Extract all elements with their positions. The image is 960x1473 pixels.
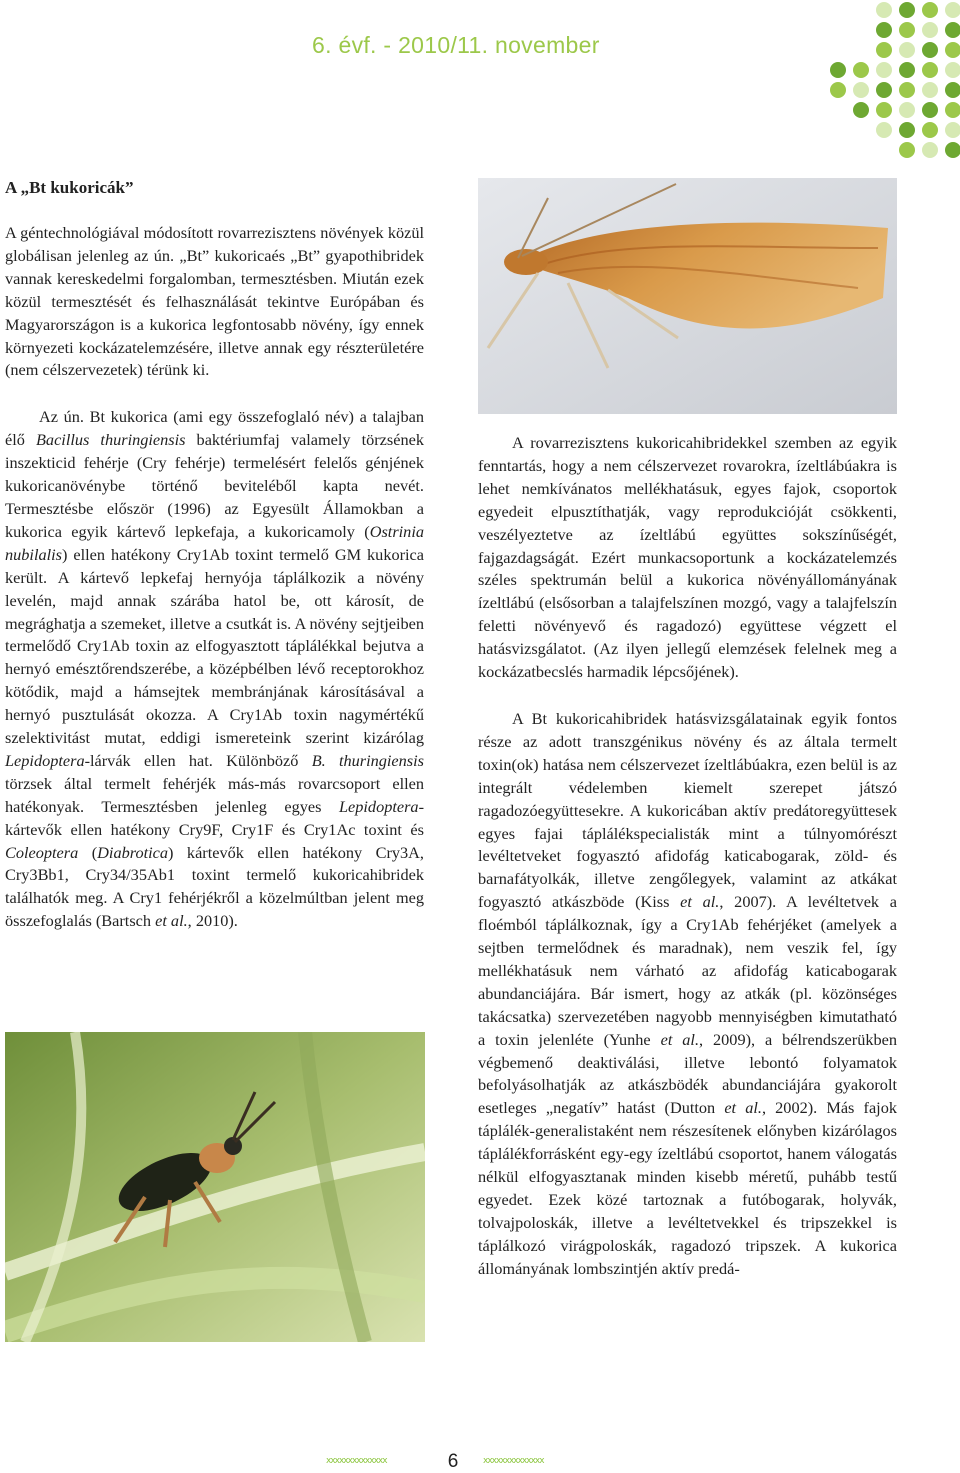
decorative-dot bbox=[876, 102, 892, 118]
decorative-dot bbox=[922, 2, 938, 18]
right-column bbox=[478, 432, 897, 1281]
decorative-dot bbox=[922, 122, 938, 138]
decorative-dot bbox=[876, 122, 892, 138]
beetle-illustration bbox=[5, 1032, 425, 1342]
header-title: 6. évf. - 2010/11. november bbox=[312, 32, 600, 58]
decorative-dot bbox=[922, 102, 938, 118]
decorative-dot bbox=[922, 142, 938, 158]
decorative-dot bbox=[876, 22, 892, 38]
decorative-dot bbox=[876, 42, 892, 58]
beetle-photo bbox=[5, 1032, 425, 1342]
decorative-dot bbox=[945, 142, 960, 158]
decorative-dot-grid bbox=[828, 0, 960, 160]
decorative-dot bbox=[922, 82, 938, 98]
left-column bbox=[5, 222, 424, 933]
left-paragraph-1: A géntechnológiával módosított rovarrezisztens növények közül globálisan jelenleg az ún. „Bt” kukoricaés „Bt” gyapothibridek vannak kereskedelmi forgalomban, termesztésben. Miután ezek közül termesztését és felhasználását tekintve Európában és Magyarországon is a kukorica legfontosabb növény, így ennek környezeti kockázatelemzésére, illetve annak egy részterületére (nem célszervezetek) térünk ki. bbox=[5, 223, 424, 380]
decorative-dot bbox=[899, 22, 915, 38]
decorative-dot bbox=[945, 102, 960, 118]
decorative-dot bbox=[899, 42, 915, 58]
right-paragraph-2: A Bt kukoricahibridek hatásvizsgálatainak egyik fontos része az adott transzgénikus növény és az általa termelt toxin(ok) hatása nem célszervezet ízeltlábúakra, ezen belül is az integrált védelemben kiemelt szerepet játszó ragadozóegyüttesekre. A kukoricában aktív predátoregyüttesek egyes fajai táplálékspecialisták mint a túlnyomórészt levéltetveket fogyasztó afidofág katicabogarak, zöld- és barnafátyolkák, illetve zengőlegyek, valamint az atkákat fogyasztó atkászböde (Kiss et al., 2007). A levéltetvek a floémból táplálkoznak, így a Cry1Ab fehérjéket (amelyek a sejtben termelődnek és maradnak), nem veszik fel, így mellékhatásuk nem várható az afidofág katicabogarak abundanciájára. Bár ismert, hogy az atkák (pl. közönséges takácsatka) szervezetében nagyobb mennyiségben kimutatható a toxin jelenléte (Yunhe et al., 2009), a bélrendszerükben végbemenő deaktiválási, illetve lebontó folyamatok befolyásolhatják az atkászbödék abundanciájára gyakorolt esetleges „negatív” hatást (Dutton et al., 2002). Más fajok táplálék-generalistaként nem részesítenek előnyben kizárólagos táplálékforrásként egy-egy ízeltlábú csoportot, hanem válogatás nélkül elfogyasztanak minden kisebb méretű, puhább testű egyedet. Ezek közé tartoznak a futóbogarak, holyvák, tolvajpoloskák, illetve a levéltetvekkel és tripszekkel is táplálkozó virágpoloskák, ragadozó tripszek. A kukorica állományának lombszintjén aktív predá- bbox=[478, 708, 898, 1278]
decorative-dot bbox=[945, 42, 960, 58]
decorative-dot bbox=[945, 22, 960, 38]
decorative-dot bbox=[830, 82, 846, 98]
decorative-dot bbox=[922, 62, 938, 78]
decorative-dot bbox=[876, 82, 892, 98]
page-number: 6 bbox=[447, 1451, 459, 1472]
decorative-dot bbox=[899, 62, 915, 78]
decorative-dot bbox=[899, 2, 915, 18]
decorative-dot bbox=[876, 2, 892, 18]
decorative-dot bbox=[853, 82, 869, 98]
moth-photo bbox=[478, 178, 897, 414]
decorative-dot bbox=[899, 102, 915, 118]
decorative-dot bbox=[945, 82, 960, 98]
decorative-dot bbox=[899, 82, 915, 98]
decorative-dot bbox=[922, 22, 938, 38]
decorative-dot bbox=[899, 122, 915, 138]
right-paragraph-1: A rovarrezisztens kukoricahibridekkel szemben az egyik fenntartás, hogy a nem célszervezet rovarokra, ízeltlábúakra is lehet nemkívánatos mellékhatásuk, egyes fajok, csoportok egyedeit elpusztíthatják, vagy reprodukcióját csökkenti, veszélyeztetve az ízeltlábú együttes sokszínűségét, fajgazdagságát. Ezért munkacsoportunk a kockázatelemzés széles spektrumán belül a kukorica növényállományának ízeltlábú (elsősorban a talajfelszínen mozgó, vagy a talajfelszín feletti növényevő és ragadozó) együttese végzett el hatásvizsgálatot. (Az ilyen jellegű elemzések felelnek meg a kockázatbecslés harmadik lépcsőjének). bbox=[478, 433, 897, 682]
left-paragraph-2: Az ún. Bt kukorica (ami egy összefoglaló név) a talajban élő Bacillus thuringiensis baktériumfaj valamely törzsének inszekticid fehérje (Cry fehérje) termelésért felelős génjének kukoricanövénybe történő beviteléből kapta nevét. Termesztésbe először (1996) az Egyesült Államokban a kukorica egyik kártevő lepkefaja, a kukoricamoly (Ostrinia nubilalis) ellen hatékony Cry1Ab toxint termelő GM kukorica került. A kártevő lepkefaj hernyója táplálkozik a növény levelén, majd annak szárába hatol be, ott károsít, de megrághatja a szemeket, illetve a csutkát is. A növény sejtjeiben termelődő Cry1Ab toxin az elfogyasztott táplálékkal bejutva a hernyó emésztőrendszerébe, a középbélben lévő receptorokhoz kötődik, majd a hámsejtek membránjának károsításával a hernyó pusztulását okozza. A Cry1Ab toxin nagymértékű szelektivitást mutat, eddigi ismereteink szerint kizárólag Lepidoptera-lárvák ellen hat. Különböző B. thuringiensis törzsek által termelt fehérjék más-más rovarcsoport ellen hatékonyak. Termesztésben jelenleg egyes Lepidoptera-kártevők ellen hatékony Cry9F, Cry1F és Cry1Ac toxint és Coleoptera (Diabrotica) kártevők ellen hatékony Cry3A, Cry3Bb1, Cry34/35Ab1 toxint termelő kukoricahibridek találhatók meg. A Cry1 fehérjékről a közelmúltban jelent meg összefoglalás (Bartsch et al., 2010). bbox=[5, 407, 425, 931]
decorative-dot bbox=[830, 62, 846, 78]
decorative-dot bbox=[899, 142, 915, 158]
decorative-dot bbox=[945, 122, 960, 138]
section-title: A „Bt kukoricák” bbox=[5, 178, 134, 197]
decorative-dot bbox=[945, 62, 960, 78]
moth-illustration bbox=[478, 178, 897, 414]
decorative-dot bbox=[853, 102, 869, 118]
decorative-dot bbox=[945, 2, 960, 18]
decorative-dot bbox=[853, 62, 869, 78]
footer-pattern-left: xxxxxxxxxxxxxx bbox=[326, 1457, 387, 1465]
decorative-dot bbox=[876, 62, 892, 78]
footer-pattern-right: xxxxxxxxxxxxxx bbox=[483, 1457, 544, 1465]
decorative-dot bbox=[922, 42, 938, 58]
